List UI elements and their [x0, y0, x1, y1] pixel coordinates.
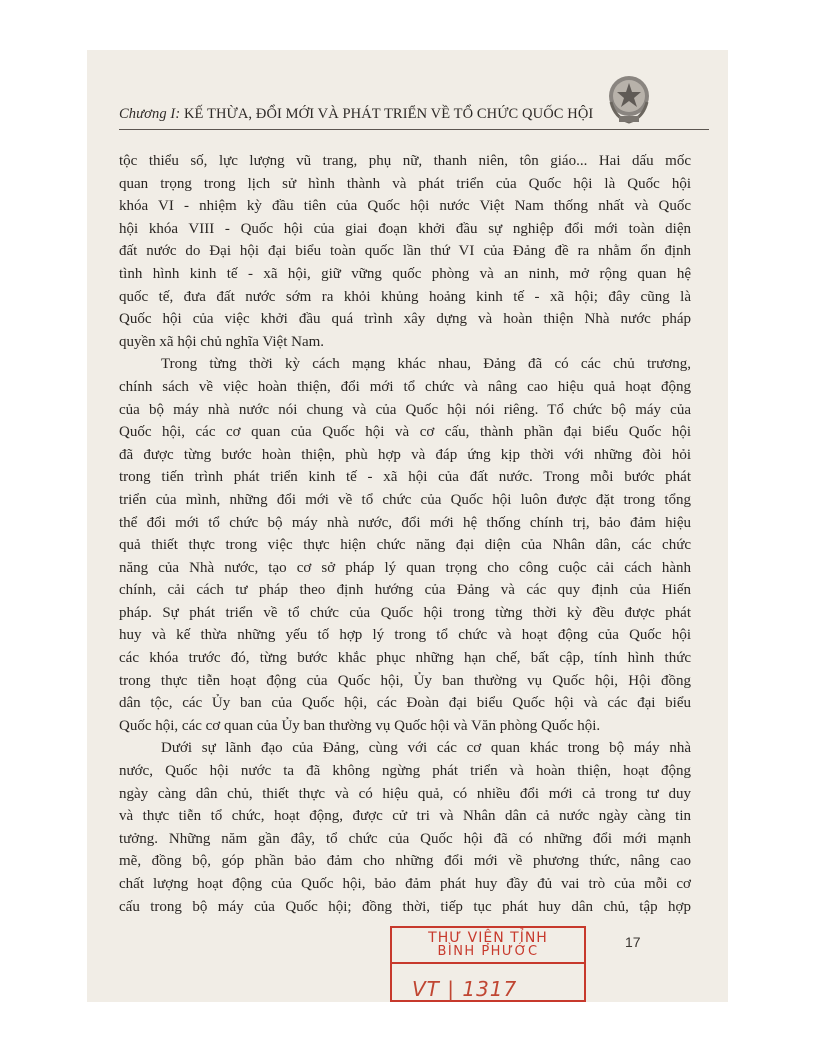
page-number: 17 [625, 934, 641, 950]
chapter-title: KẾ THỪA, ĐỔI MỚI VÀ PHÁT TRIỂN VỀ TỔ CHỨC QUỐC HỘI [180, 106, 594, 122]
text-line: đất nước do Đại hội đại biểu toàn quốc lần thứ VI của Đảng đề ra nhằm ổn định [119, 243, 691, 260]
text-line: quả thiết thực trong việc thực hiện chức năng đại diện của Nhân dân, các chức [119, 537, 691, 554]
text-line: mẽ, đồng bộ, góp phần bảo đảm cho những đổi mới về phương thức, nâng cao [119, 853, 691, 870]
text-line: hội khóa VIII - Quốc hội của giai đoạn khởi đầu sự nghiệp đổi mới toàn diện [119, 220, 691, 237]
text-line: pháp. Sự phát triển về tổ chức của Quốc hội trong từng thời kỳ đều được phát [119, 604, 691, 621]
text-line: nước, Quốc hội nước ta đã không ngừng phát triển và hoàn thiện, hoạt động [119, 763, 691, 780]
text-line: tộc thiểu số, lực lượng vũ trang, phụ nữ, thanh niên, tôn giáo... Hai dấu mốc [119, 153, 691, 169]
chapter-label: Chương I: [119, 106, 181, 122]
text-line: năng của Nhà nước, tạo cơ sở pháp lý quan trọng cho công cuộc cải cách hành [119, 559, 691, 576]
text-line: Dưới sự lãnh đạo của Đảng, cùng với các cơ quan khác trong bộ máy nhà [161, 740, 691, 757]
text-line: quyền xã hội chủ nghĩa Việt Nam. [119, 333, 325, 350]
text-line: thể đổi mới tổ chức bộ máy nhà nước, đổi mới hệ thống chính trị, bảo đảm hiệu [119, 514, 691, 531]
text-line: quan trọng trong lịch sử hình thành và phát triển của Quốc hội là Quốc hội [119, 175, 691, 192]
paragraph-3 [119, 737, 691, 918]
text-line: chính, cải cách tư pháp theo định hướng của Đảng và các quy định của Hiến [119, 582, 691, 599]
text-line: trong thực tiễn hoạt động của Quốc hội, Ủy ban thường vụ Quốc hội, Hội đồng [119, 672, 691, 689]
text-line: dân tộc, các Ủy ban của Quốc hội, các Đoàn đại biểu Quốc hội và các đại biểu [119, 695, 691, 712]
text-line: ngày càng dân chủ, thiết thực và có hiệu quả, có nhiều đổi mới cả trong tư duy [119, 785, 691, 802]
running-header [119, 106, 689, 123]
vietnam-state-emblem-icon [605, 72, 653, 128]
text-line: triển của mình, những đổi mới về tổ chức của Quốc hội luôn được đặt trong tổng [119, 491, 691, 508]
text-line: Quốc hội, các cơ quan của Ủy ban thường vụ Quốc hội và Văn phòng Quốc hội. [119, 717, 601, 734]
text-line: chính sách về việc hoàn thiện, đổi mới tổ chức và nâng cao hiệu quả hoạt động [119, 378, 691, 395]
text-line: tình hình kinh tế - xã hội, giữ vững quốc phòng và an ninh, mở rộng quan hệ [119, 265, 691, 282]
book-page [87, 50, 728, 1002]
stamp-divider [392, 962, 584, 964]
text-line: huy và kế thừa những yếu tố hợp lý trong tổ chức và hoạt động của Quốc hội [119, 627, 691, 644]
header-rule [119, 129, 709, 130]
text-line: cấu trong bộ máy của Quốc hội; đồng thời, tiếp tục phát huy dân chủ, tập hợp [119, 898, 691, 915]
stamp-line-2: BÌNH PHƯỚC [437, 944, 539, 959]
text-line: chất lượng hoạt động của Quốc hội, bảo đảm phát huy đầy đủ vai trò của mỗi cơ [119, 876, 691, 892]
stamp-line-1: THƯ VIỆN TỈNH [428, 930, 548, 946]
paragraph-2 [119, 353, 691, 737]
library-stamp [390, 926, 586, 1002]
text-line: và thực tiễn tổ chức, hoạt động, được cử tri và Nhân dân cả nước ngày càng tin [119, 808, 691, 825]
text-line: của bộ máy nhà nước nói chung và của Quốc hội nói riêng. Tổ chức bộ máy của [119, 401, 691, 418]
paragraph-1 [119, 150, 691, 353]
text-line: khóa VI - nhiệm kỳ đầu tiên của Quốc hội nước Việt Nam thống nhất và Quốc [119, 198, 691, 215]
text-line: Quốc hội, các cơ quan của Quốc hội và cơ cấu, thành phần đại biểu Quốc hội [119, 424, 691, 441]
text-line: Trong từng thời kỳ cách mạng khác nhau, Đảng đã có các chủ trương, [161, 356, 691, 373]
stamp-handwritten-number: VT | 1317 [412, 977, 518, 1001]
text-line: đã được từng bước hoàn thiện, phù hợp và đáp ứng kịp thời với những đòi hỏi [119, 446, 691, 463]
text-line: các khóa trước đó, từng bước khắc phục những hạn chế, bất cập, tính hình thức [119, 650, 691, 667]
text-line: quốc tế, đưa đất nước sớm ra khỏi khủng hoảng kinh tế - xã hội; đây cũng là [119, 288, 691, 305]
body-text [119, 150, 691, 918]
text-line: trong tiến trình phát triển kinh tế - xã hội của đất nước. Trong mỗi bước phát [119, 469, 691, 486]
text-line: Quốc hội của việc khởi đầu quá trình xây dựng và hoàn thiện Nhà nước pháp [119, 311, 691, 328]
text-line: tưởng. Những năm gần đây, tổ chức của Quốc hội đã có những đổi mới mạnh [119, 830, 691, 847]
